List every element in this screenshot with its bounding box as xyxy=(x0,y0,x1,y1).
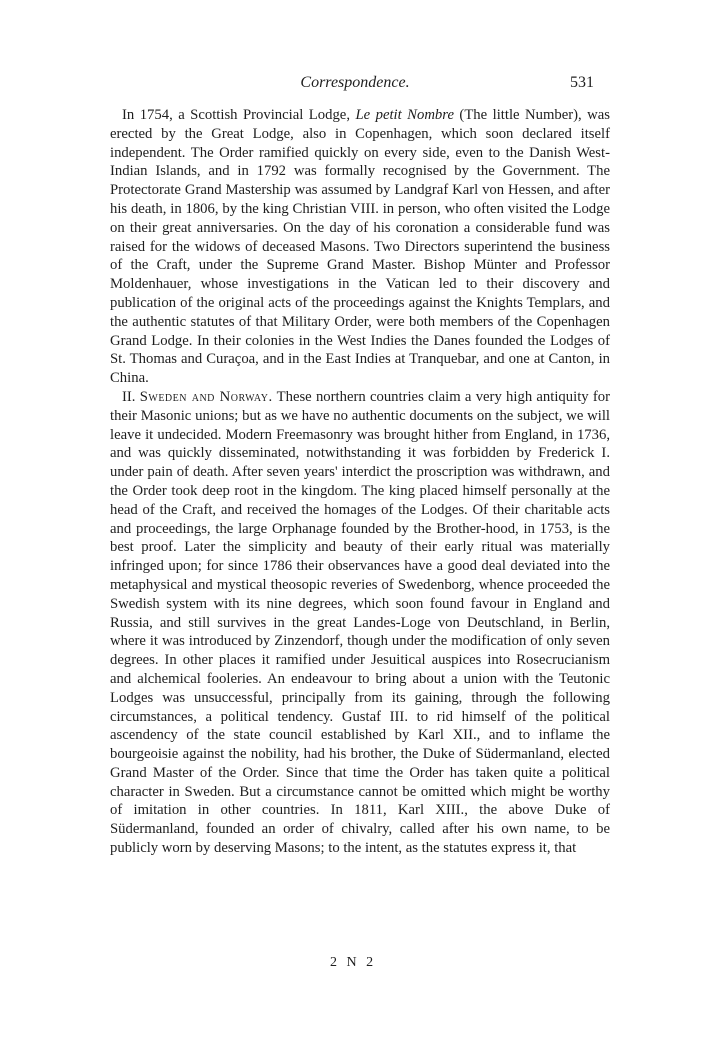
section-number: II. xyxy=(122,388,140,405)
running-head xyxy=(110,74,600,98)
signature-mark: 2 N 2 xyxy=(330,955,377,970)
body-text xyxy=(110,106,610,858)
section-heading: Sweden and Norway. xyxy=(139,388,273,405)
page-number: 531 xyxy=(570,74,594,91)
paragraph-text: These northern countries claim a very high antiquity for their Masonic unions; but as we have no authentic documents on the subject, we will leave it undecided. Modern Freemasonry was brought hither from England, in 1736, and was quickly disseminated, notwithstanding it was forbidden by Frederick I. under pain of death. After seven years' interdict the proscription was withdrawn, and the Order took deep root in the kingdom. The king placed himself personally at the head of the Craft, and received the homages of the Lodges. Of their charitable acts and proceedings, the large Orphanage founded by the Brother-hood, in 1753, is the best proof. Later the simplicity and beauty of their early ritual was materially infringed upon; for since 1786 their observances have a good deal deviated into the metaphysical and mystical theosopic reveries of Swedenborg, whence proceeded the Swedish system with its nine degrees, which soon found favour in England and Russia, and still survives in the great Landes-Loge von Deutschland, in Berlin, where it was introduced by Zinzendorf, though under the modification of only seven degrees. In other places it ramified under Jesuitical auspices into Rosecrucianism and alchemical fooleries. An endeavour to bring about a union with the Teutonic Lodges was unsuccessful, principally from its gaining, through the following circumstances, a political tendency. Gustaf III. to rid himself of the political ascendency of the state council established by Karl XII., and to inflame the bourgeoisie against the nobility, had his brother, the Duke of Südermanland, elected Grand Master of the Order. Since that time the Order has taken quite a political character in Sweden. But a circumstance cannot be omitted which might be worthy of imitation in other countries. In 1811, Karl XIII., the above Duke of Südermanland, founded an order of chivalry, called after his own name, to be publicly worn by deserving Masons; to the intent, as the statutes express it, that xyxy=(110,388,611,857)
paragraph-sweden-norway xyxy=(110,388,610,858)
paragraph-text: In 1754, a Scottish Provincial Lodge, xyxy=(122,107,356,123)
paragraph-text: (The little Number), was erected by the Great Lodge, also in Copenhagen, which soon declared itself independent. The Order ramified quickly on every side, even to the Danish West-Indian Islands, and in 1792 was formally recognised by the Government. The Protectorate Grand Mastership was assumed by Landgraf Karl von Hessen, and after his death, in 1806, by the king Christian VIII. in person, who often visited the Lodge on their great anniversaries. On the day of his coronation a considerable fund was raised for the widows of deceased Masons. Two Directors superintend the business of the Craft, under the Supreme Grand Master. Bishop Münter and Professor Moldenhauer, whose investigations in the Vatican led to their discovery and publication of the original acts of the proceedings against the Knights Templars, and the authentic statutes of that Military Order, were both members of the Copenhagen Grand Lodge. In their colonies in the West Indies the Danes founded the Lodges of St. Thomas and Curaçoa, and in the East Indies at Tranquebar, and one at Canton, in China. xyxy=(110,107,610,387)
lodge-name-italic: Le petit Nombre xyxy=(355,107,454,123)
paragraph-denmark xyxy=(110,106,610,388)
running-title: Correspondence. xyxy=(300,74,410,91)
